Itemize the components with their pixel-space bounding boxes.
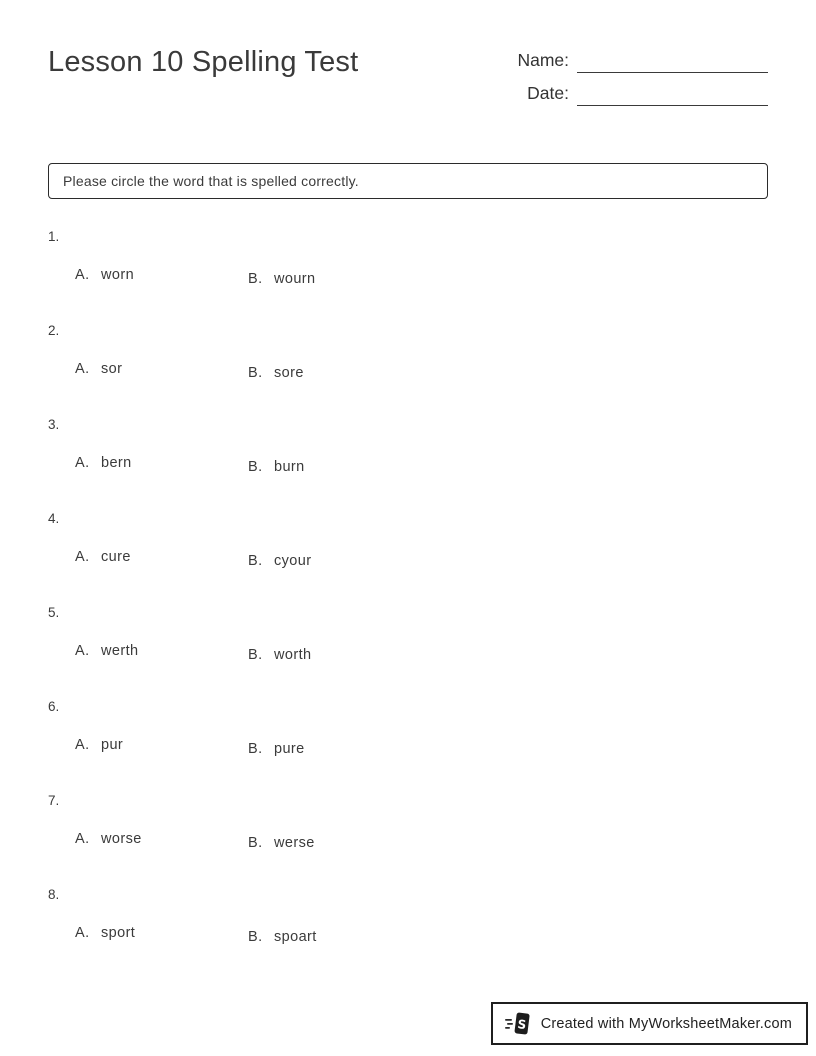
option-b-letter: B. [248,553,263,569]
question-1 [48,229,768,323]
option-b-letter: B. [248,365,263,381]
question-8 [48,887,768,981]
option-a [75,925,248,941]
option-b-word: spoart [274,929,317,945]
option-b-word: cyour [274,553,312,569]
option-a [75,549,248,565]
option-b-word: wourn [274,271,316,287]
question-number: 8. [48,887,60,902]
option-b [248,741,305,757]
option-b-word: pure [274,741,305,757]
question-number: 6. [48,699,60,714]
question-number: 5. [48,605,60,620]
option-a [75,737,248,753]
question-options [48,831,768,851]
date-label: Date: [527,83,569,104]
page-title: Lesson 10 Spelling Test [48,46,359,78]
option-a-word: sport [101,925,136,941]
option-b [248,929,317,945]
footer-credit-box [491,1002,808,1045]
question-number: 2. [48,323,60,338]
option-a-letter: A. [75,455,90,471]
option-b-letter: B. [248,929,263,945]
question-4 [48,511,768,605]
name-fill-line [577,49,768,73]
question-options [48,643,768,663]
option-b-word: burn [274,459,305,475]
option-a-word: werth [101,643,139,659]
question-7 [48,793,768,887]
option-b-letter: B. [248,741,263,757]
option-a-word: pur [101,737,124,753]
myworksheetmaker-logo-icon [505,1010,532,1038]
option-b-word: worth [274,647,312,663]
option-a [75,831,248,847]
question-2 [48,323,768,417]
question-number: 4. [48,511,60,526]
option-b [248,459,305,475]
name-row [517,49,768,73]
option-b-letter: B. [248,647,263,663]
svg-text:S: S [516,1016,527,1032]
worksheet-header [48,44,768,106]
option-a-letter: A. [75,643,90,659]
option-a-word: worse [101,831,142,847]
option-b-letter: B. [248,835,263,851]
option-b-word: werse [274,835,315,851]
question-5 [48,605,768,699]
option-b [248,271,316,287]
option-b-word: sore [274,365,304,381]
instructions-text: Please circle the word that is spelled correctly. [63,173,359,189]
questions-list [48,229,768,981]
instructions-box [48,163,768,199]
option-b [248,647,311,663]
question-options [48,455,768,475]
option-a [75,455,248,471]
option-b [248,553,311,569]
question-number: 3. [48,417,60,432]
option-b [248,835,315,851]
question-number: 1. [48,229,60,244]
option-b-letter: B. [248,459,263,475]
option-a [75,361,248,377]
question-options [48,267,768,287]
option-a-letter: A. [75,361,90,377]
question-6 [48,699,768,793]
option-b-letter: B. [248,271,263,287]
date-row [517,82,768,106]
date-fill-line [577,82,768,106]
question-number: 7. [48,793,60,808]
option-a-letter: A. [75,549,90,565]
option-a [75,643,248,659]
option-a-letter: A. [75,831,90,847]
question-options [48,925,768,945]
option-a-letter: A. [75,267,90,283]
option-a [75,267,248,283]
option-a-word: sor [101,361,123,377]
name-date-block [517,44,768,106]
name-label: Name: [517,50,569,71]
option-b [248,365,304,381]
option-a-word: cure [101,549,131,565]
option-a-word: worn [101,267,135,283]
question-options [48,549,768,569]
option-a-letter: A. [75,925,90,941]
question-options [48,361,768,381]
footer-credit-text: Created with MyWorksheetMaker.com [540,1015,792,1032]
option-a-word: bern [101,455,132,471]
option-a-letter: A. [75,737,90,753]
question-options [48,737,768,757]
question-3 [48,417,768,511]
